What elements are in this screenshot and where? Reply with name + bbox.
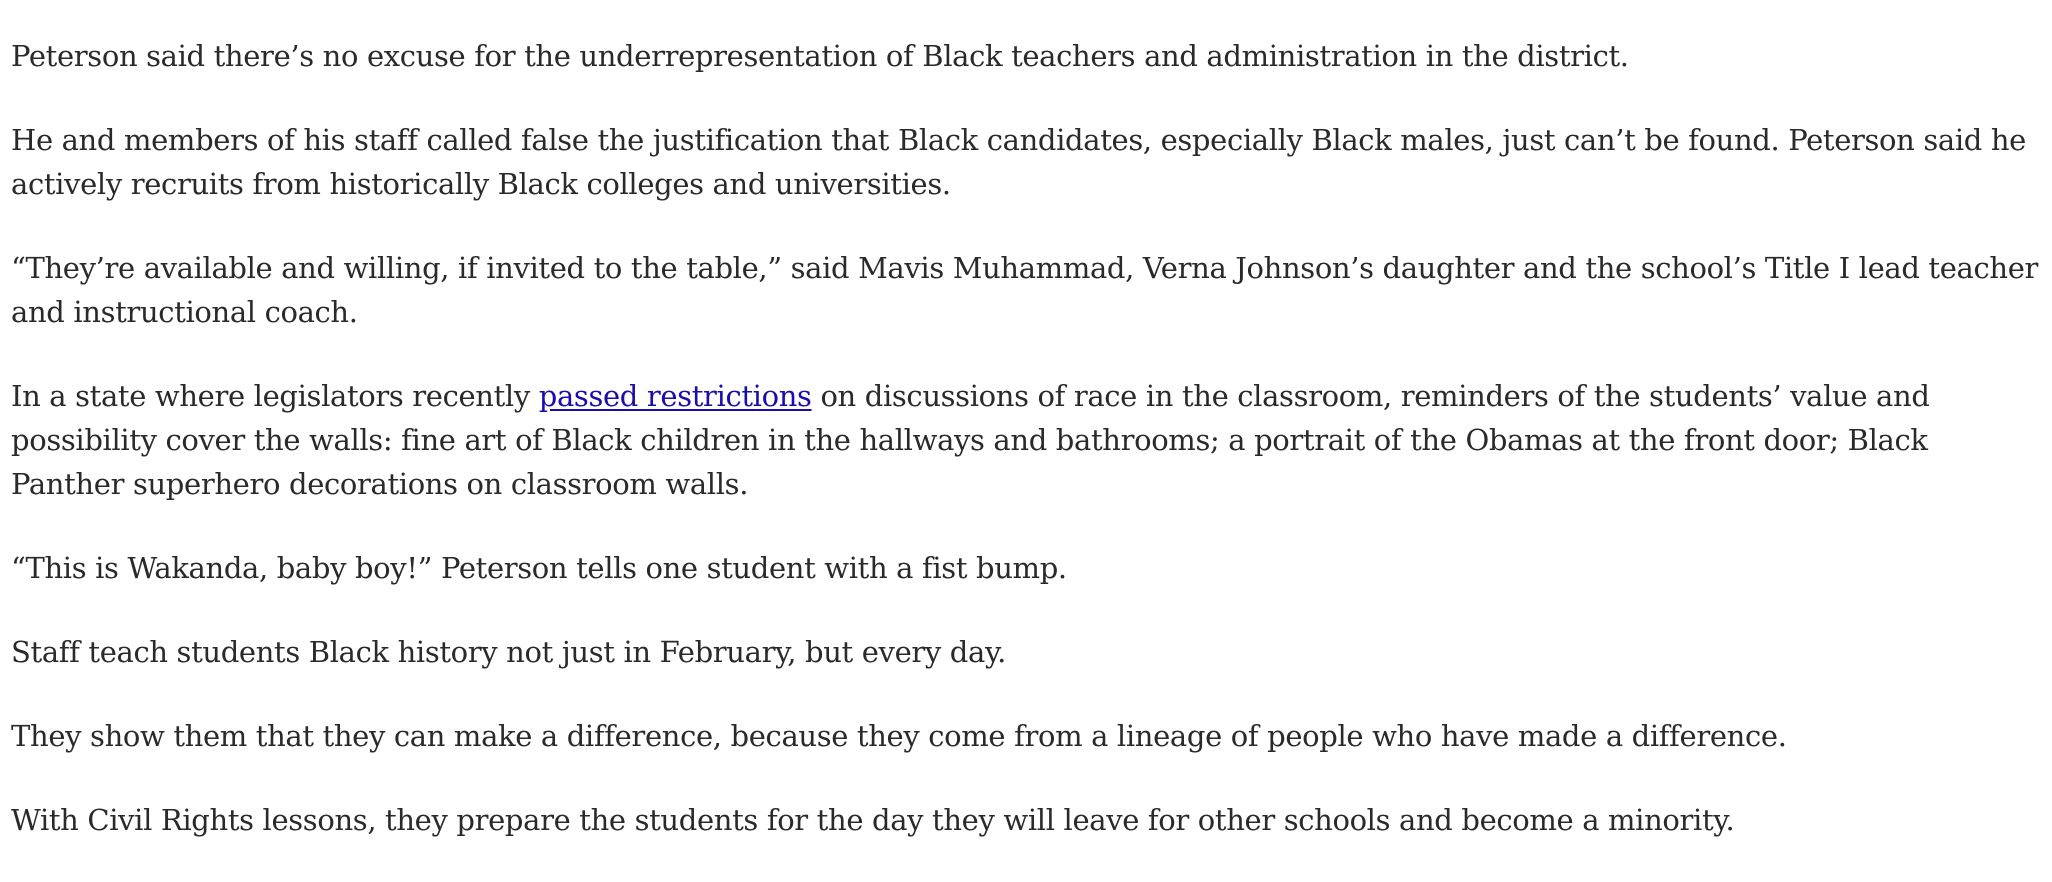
paragraph-restrictions-lead: In a state where legislators recently	[11, 379, 539, 413]
article-body	[11, 34, 2046, 882]
paragraph-recruitment: He and members of his staff called false the justification that Black candidates, especially Black males, just can’t be found. Peterson said he actively recruits from historically Black colleges and universities.	[11, 123, 2026, 201]
paragraph-muhammad-quote: “They’re available and willing, if invited to the table,” said Mavis Muhammad, Verna Johnson’s daughter and the school’s Title I lead teacher and instructional coach.	[11, 251, 2039, 329]
paragraph-lineage: They show them that they can make a difference, because they come from a lineage of people who have made a difference.	[11, 719, 1787, 753]
paragraph-underrepresentation: Peterson said there’s no excuse for the underrepresentation of Black teachers and administration in the district.	[11, 39, 1629, 73]
paragraph-restrictions-rest: on discussions of race in the classroom, reminders of the students’ value and possibility cover the walls: fine art of Black children in the hallways and bathrooms; a portrait of the Obamas at the front door; Black Panther superhero decorations on classroom walls.	[11, 379, 1930, 501]
paragraph-black-history: Staff teach students Black history not just in February, but every day.	[11, 635, 1006, 669]
paragraph-civil-rights: With Civil Rights lessons, they prepare the students for the day they will leave for other schools and become a minority.	[11, 803, 1735, 837]
paragraph-wakanda-quote: “This is Wakanda, baby boy!” Peterson tells one student with a fist bump.	[11, 551, 1067, 585]
paragraph-restrictions	[11, 374, 2046, 506]
passed-restrictions-link[interactable]: passed restrictions	[538, 379, 812, 413]
